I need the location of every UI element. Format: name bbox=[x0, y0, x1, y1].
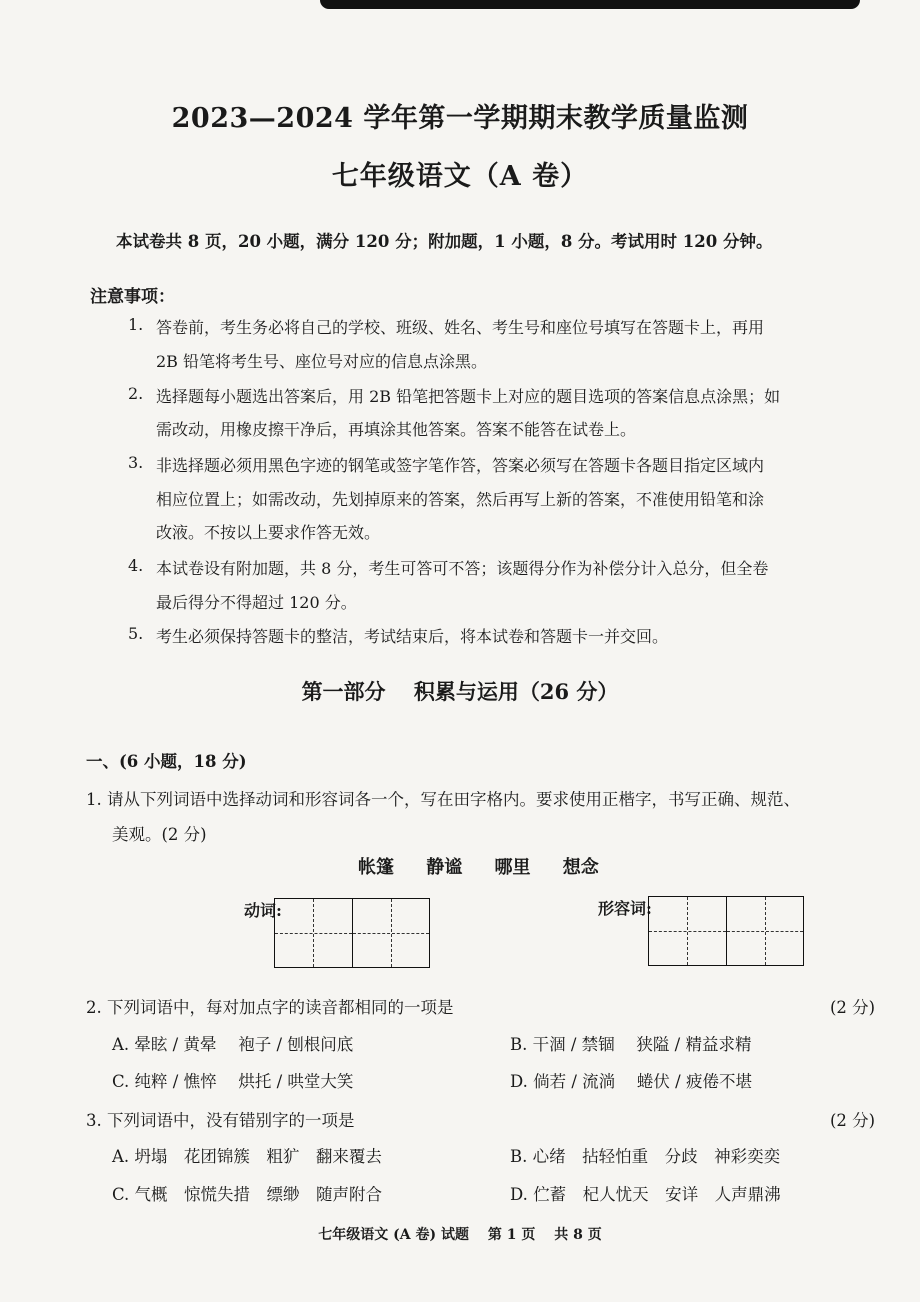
verb-writing-grid[interactable] bbox=[274, 898, 430, 968]
option-d[interactable]: D. 倘若 / 流淌 蜷伏 / 疲倦不堪 bbox=[510, 1072, 752, 1091]
question-2-stem: 2. 下列词语中，每对加点字的读音都相同的一项是 bbox=[86, 998, 454, 1017]
notice-line: 2B 铅笔将考生号、座位号对应的信息点涂黑。 bbox=[156, 352, 488, 371]
adjective-label: 形容词: bbox=[598, 899, 652, 918]
question-1-stem: 1. 请从下列词语中选择动词和形容词各一个，写在田字格内。要求使用正楷字，书写正确、规范、 bbox=[86, 790, 800, 809]
exam-subtitle: 七年级语文（A 卷） bbox=[331, 161, 589, 192]
group-heading: 一、(6 小题，18 分) bbox=[86, 752, 247, 771]
question-3-stem: 3. 下列词语中，没有错别字的一项是 bbox=[86, 1111, 355, 1130]
notice-line: 最后得分不得超过 120 分。 bbox=[156, 593, 357, 612]
notice-number: 1. bbox=[128, 315, 144, 334]
question-2-score: (2 分) bbox=[830, 998, 876, 1017]
grid-cell[interactable] bbox=[649, 897, 727, 965]
adjective-writing-grid[interactable] bbox=[648, 896, 804, 966]
scan-edge-shadow bbox=[320, 0, 860, 9]
exam-intro: 本试卷共 8 页，20 小题，满分 120 分；附加题，1 小题，8 分。考试用时 120 分钟。 bbox=[116, 232, 773, 251]
notice-number: 4. bbox=[128, 556, 144, 575]
notice-line: 考生必须保持答题卡的整洁，考试结束后，将本试卷和答题卡一并交回。 bbox=[156, 627, 669, 646]
option-a[interactable]: A. 坍塌 花团锦簇 粗犷 翻来覆去 bbox=[112, 1147, 382, 1166]
option-d[interactable]: D. 伫蓄 杞人忧天 安详 人声鼎沸 bbox=[510, 1185, 781, 1204]
notice-line: 改液。不按以上要求作答无效。 bbox=[156, 523, 381, 542]
exam-title: 2023—2024 学年第一学期期末教学质量监测 bbox=[171, 103, 749, 134]
option-c[interactable]: C. 纯粹 / 憔悴 烘托 / 哄堂大笑 bbox=[112, 1072, 354, 1091]
grid-cell[interactable] bbox=[727, 897, 804, 965]
option-c[interactable]: C. 气概 惊慌失措 缥缈 随声附合 bbox=[112, 1185, 383, 1204]
notice-line: 需改动，用橡皮擦干净后，再填涂其他答案。答案不能答在试卷上。 bbox=[156, 420, 637, 439]
grid-cell[interactable] bbox=[275, 899, 353, 967]
notice-line: 相应位置上；如需改动，先划掉原来的答案，然后再写上新的答案，不准使用铅笔和涂 bbox=[156, 490, 765, 509]
word-list: 帐篷 静谧 哪里 想念 bbox=[358, 857, 599, 878]
notice-number: 3. bbox=[128, 453, 144, 472]
page-footer: 七年级语文 (A 卷) 试题 第 1 页 共 8 页 bbox=[318, 1227, 602, 1243]
option-b[interactable]: B. 干涸 / 禁锢 狭隘 / 精益求精 bbox=[510, 1035, 752, 1054]
question-1-stem-cont: 美观。(2 分) bbox=[112, 825, 207, 844]
notice-number: 2. bbox=[128, 384, 144, 403]
notice-number: 5. bbox=[128, 624, 144, 643]
option-b[interactable]: B. 心绪 拈轻怕重 分歧 神彩奕奕 bbox=[510, 1147, 781, 1166]
notice-heading: 注意事项： bbox=[90, 287, 175, 307]
question-3-score: (2 分) bbox=[830, 1111, 876, 1130]
notice-line: 非选择题必须用黑色字迹的钢笔或签字笔作答，答案必须写在答题卡各题目指定区域内 bbox=[156, 456, 765, 475]
notice-line: 本试卷设有附加题，共 8 分，考生可答可不答；该题得分作为补偿分计入总分，但全卷 bbox=[156, 559, 769, 578]
part-heading: 第一部分 积累与运用（26 分） bbox=[301, 679, 619, 704]
grid-cell[interactable] bbox=[353, 899, 430, 967]
notice-line: 答卷前，考生务必将自己的学校、班级、姓名、考生号和座位号填写在答题卡上，再用 bbox=[156, 318, 765, 337]
option-a[interactable]: A. 晕眩 / 黄晕 袍子 / 刨根问底 bbox=[112, 1035, 354, 1054]
notice-line: 选择题每小题选出答案后，用 2B 铅笔把答题卡上对应的题目选项的答案信息点涂黑；如 bbox=[156, 387, 781, 406]
verb-label: 动词: bbox=[244, 901, 282, 920]
